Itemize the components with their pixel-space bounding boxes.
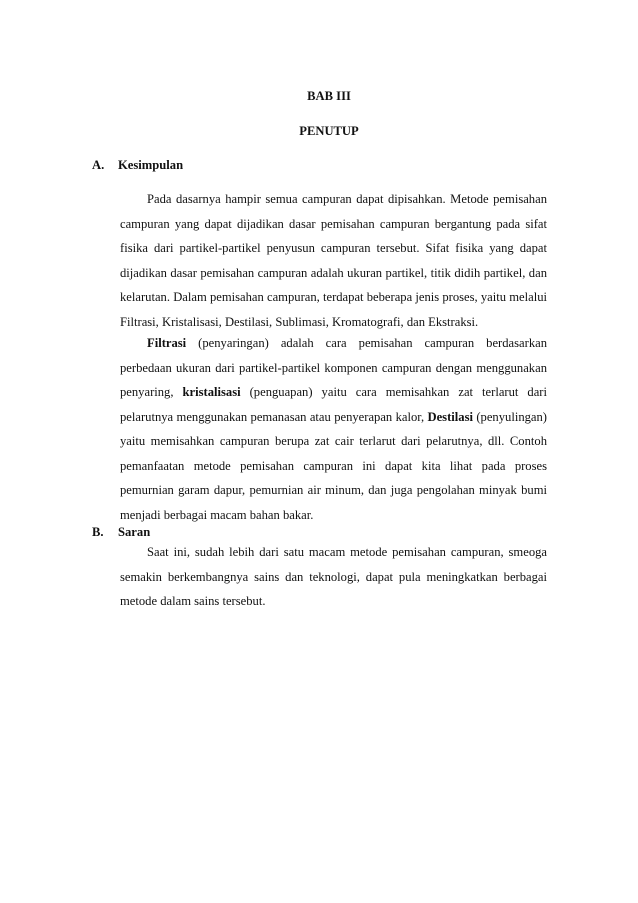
paragraph-text: (penyaringan) adalah cara pemisahan campuran berdasarkan perbedaan ukuran dari partikel-partikel komponen campuran dengan menggunakan penyaring, [120, 336, 547, 399]
section-number: B. [92, 525, 104, 539]
term-destilasi: Destilasi [427, 409, 473, 424]
term-kristalisasi: kristalisasi [182, 385, 241, 399]
paragraph-kesimpulan-1: Pada dasarnya hampir semua campuran dapat dipisahkan. Metode pemisahan campuran yang dapat dijadikan dasar pemisahan campuran bergantung pada sifat fisika dari partikel-partikel penyusun campuran tersebut. Sifat fisika yang dapat dijadikan dasar pemisahan campuran adalah ukuran partikel, titik didih partikel, dan kelarutan. Dalam pemisahan campuran, terdapat beberapa jenis proses, yaitu melalui Filtrasi, Kristalisasi, Destilasi, Sublimasi, Kromatografi, dan Ekstraksi. [120, 192, 547, 329]
paragraph-text: (penguapan) yaitu cara memisahkan zat terlarut dari pelarutnya menggunakan pemanasan atau penyerapan kalor, [120, 385, 547, 424]
section-heading-saran [92, 525, 150, 540]
section-title: Saran [118, 525, 151, 539]
term-filtrasi: Filtrasi [147, 336, 187, 350]
chapter-title: PENUTUP [299, 124, 359, 138]
paragraph-saran: Saat ini, sudah lebih dari satu macam metode pemisahan campuran, smeoga semakin berkembangnya sains dan teknologi, dapat pula meningkatkan berbagai metode dalam sains tersebut. [120, 545, 547, 608]
paragraph-kesimpulan-2 [120, 331, 547, 527]
section-number: A. [92, 158, 105, 172]
chapter-number: BAB III [307, 89, 351, 103]
section-heading-kesimpulan [92, 158, 183, 173]
paragraph-text: (penyulingan) yaitu memisahkan campuran berupa zat cair terlarut dari pelarutnya, dll. Contoh pemanfaatan metode pemisahan campuran ini dapat kita lihat pada proses pemurnian garam dapur, pemurnian air minum, dan juga pengolahan minyak bumi menjadi berbagai macam bahan bakar. [120, 409, 547, 522]
section-title: Kesimpulan [118, 158, 184, 172]
